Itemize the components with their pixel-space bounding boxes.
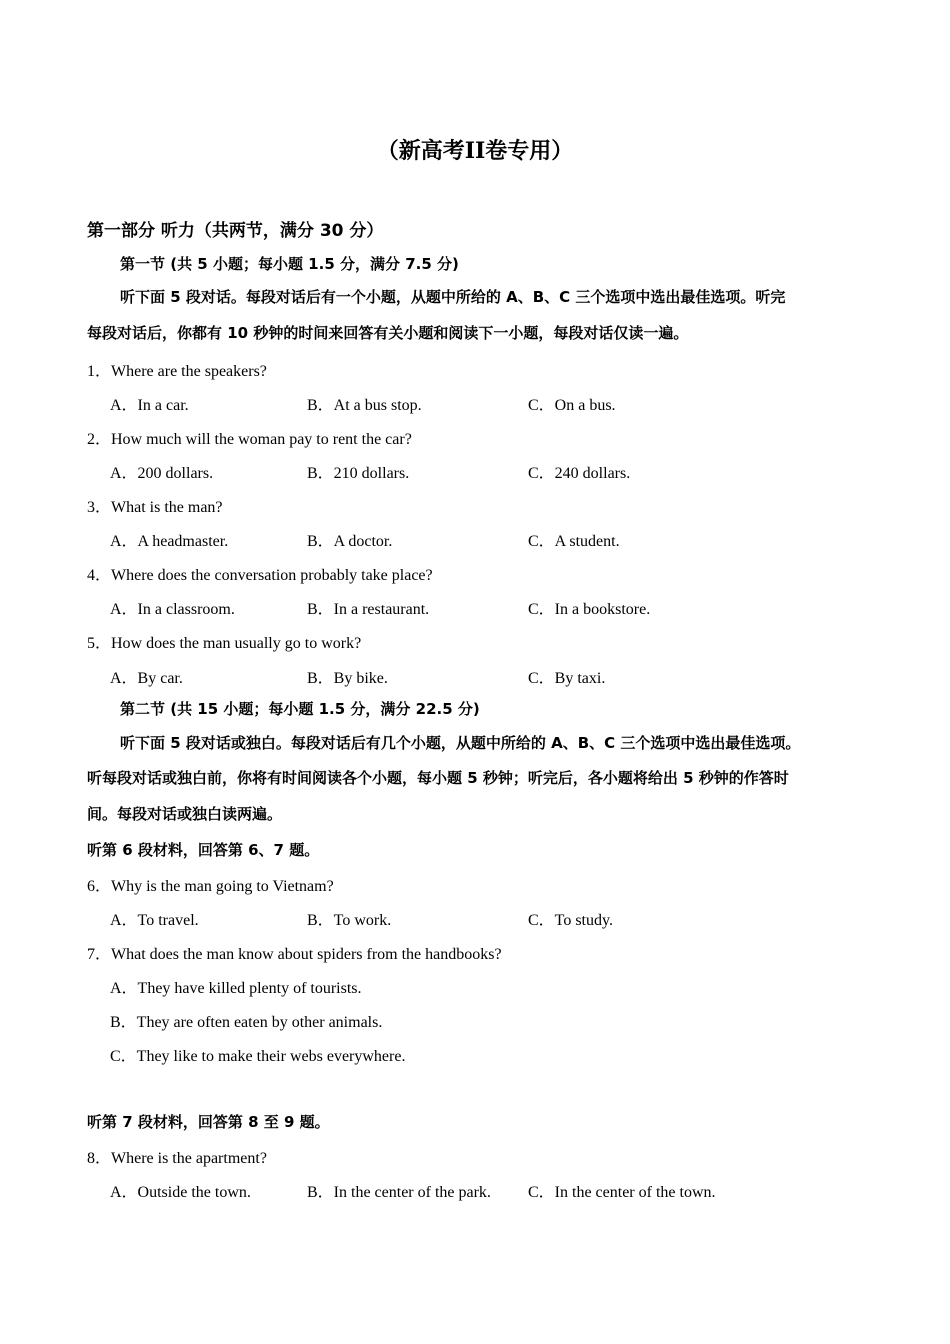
section-one-instruction-line1: 听下面 5 段对话。每段对话后有一个小题，从题中所给的 A、B、C 三个选项中选出最佳选项。听完 <box>120 288 786 306</box>
q4-option-b: B．In a restaurant. <box>307 601 430 618</box>
q7-option-c: C．They like to make their webs everywhere. <box>110 1048 406 1065</box>
q5-option-a: A．By car. <box>110 670 183 687</box>
q8-option-b: B．In the center of the park. <box>307 1184 491 1201</box>
question-7: 7．What does the man know about spiders from the handbooks? <box>87 946 502 963</box>
q2-option-a: A．200 dollars. <box>110 465 214 482</box>
q4-option-c: C．In a bookstore. <box>528 601 651 618</box>
q7-option-a: A．They have killed plenty of tourists. <box>110 980 362 997</box>
section-one-instruction-line2: 每段对话后，你都有 10 秒钟的时间来回答有关小题和阅读下一小题，每段对话仅读一遍。 <box>87 324 689 342</box>
question-8: 8．Where is the apartment? <box>87 1150 267 1167</box>
page-title: （新高考II卷专用） <box>376 138 574 164</box>
question-2: 2．How much will the woman pay to rent the car? <box>87 431 412 448</box>
q6-option-b: B．To work. <box>307 912 392 929</box>
section-two-instruction-line2: 听每段对话或独白前，你将有时间阅读各个小题，每小题 5 秒钟；听完后，各小题将给出 5 秒钟的作答时 <box>87 769 789 787</box>
q3-option-c: C．A student. <box>528 533 620 550</box>
q8-option-a: A．Outside the town. <box>110 1184 251 1201</box>
question-1: 1．Where are the speakers? <box>87 363 267 380</box>
q2-option-b: B．210 dollars. <box>307 465 410 482</box>
q5-option-c: C．By taxi. <box>528 670 606 687</box>
q6-option-a: A．To travel. <box>110 912 199 929</box>
q2-option-c: C．240 dollars. <box>528 465 631 482</box>
q1-option-a: A．In a car. <box>110 397 189 414</box>
q8-option-c: C．In the center of the town. <box>528 1184 716 1201</box>
q7-option-b: B．They are often eaten by other animals. <box>110 1014 383 1031</box>
q1-option-b: B．At a bus stop. <box>307 397 422 414</box>
question-6: 6．Why is the man going to Vietnam? <box>87 878 334 895</box>
section-one-heading: 第一节 (共 5 小题；每小题 1.5 分，满分 7.5 分) <box>120 255 459 273</box>
q3-option-b: B．A doctor. <box>307 533 393 550</box>
material-7-heading: 听第 7 段材料，回答第 8 至 9 题。 <box>87 1113 330 1131</box>
part-one-heading: 第一部分 听力（共两节，满分 30 分） <box>87 221 384 241</box>
material-6-heading: 听第 6 段材料，回答第 6、7 题。 <box>87 841 320 859</box>
q4-option-a: A．In a classroom. <box>110 601 235 618</box>
question-5: 5．How does the man usually go to work? <box>87 635 362 652</box>
section-two-heading: 第二节 (共 15 小题；每小题 1.5 分，满分 22.5 分) <box>120 700 480 718</box>
q5-option-b: B．By bike. <box>307 670 388 687</box>
q3-option-a: A．A headmaster. <box>110 533 229 550</box>
section-two-instruction-line1: 听下面 5 段对话或独白。每段对话后有几个小题，从题中所给的 A、B、C 三个选项中选出最佳选项。 <box>120 734 801 752</box>
question-4: 4．Where does the conversation probably take place? <box>87 567 433 584</box>
section-two-instruction-line3: 间。每段对话或独白读两遍。 <box>87 805 283 823</box>
q1-option-c: C．On a bus. <box>528 397 616 414</box>
question-3: 3．What is the man? <box>87 499 223 516</box>
q6-option-c: C．To study. <box>528 912 613 929</box>
